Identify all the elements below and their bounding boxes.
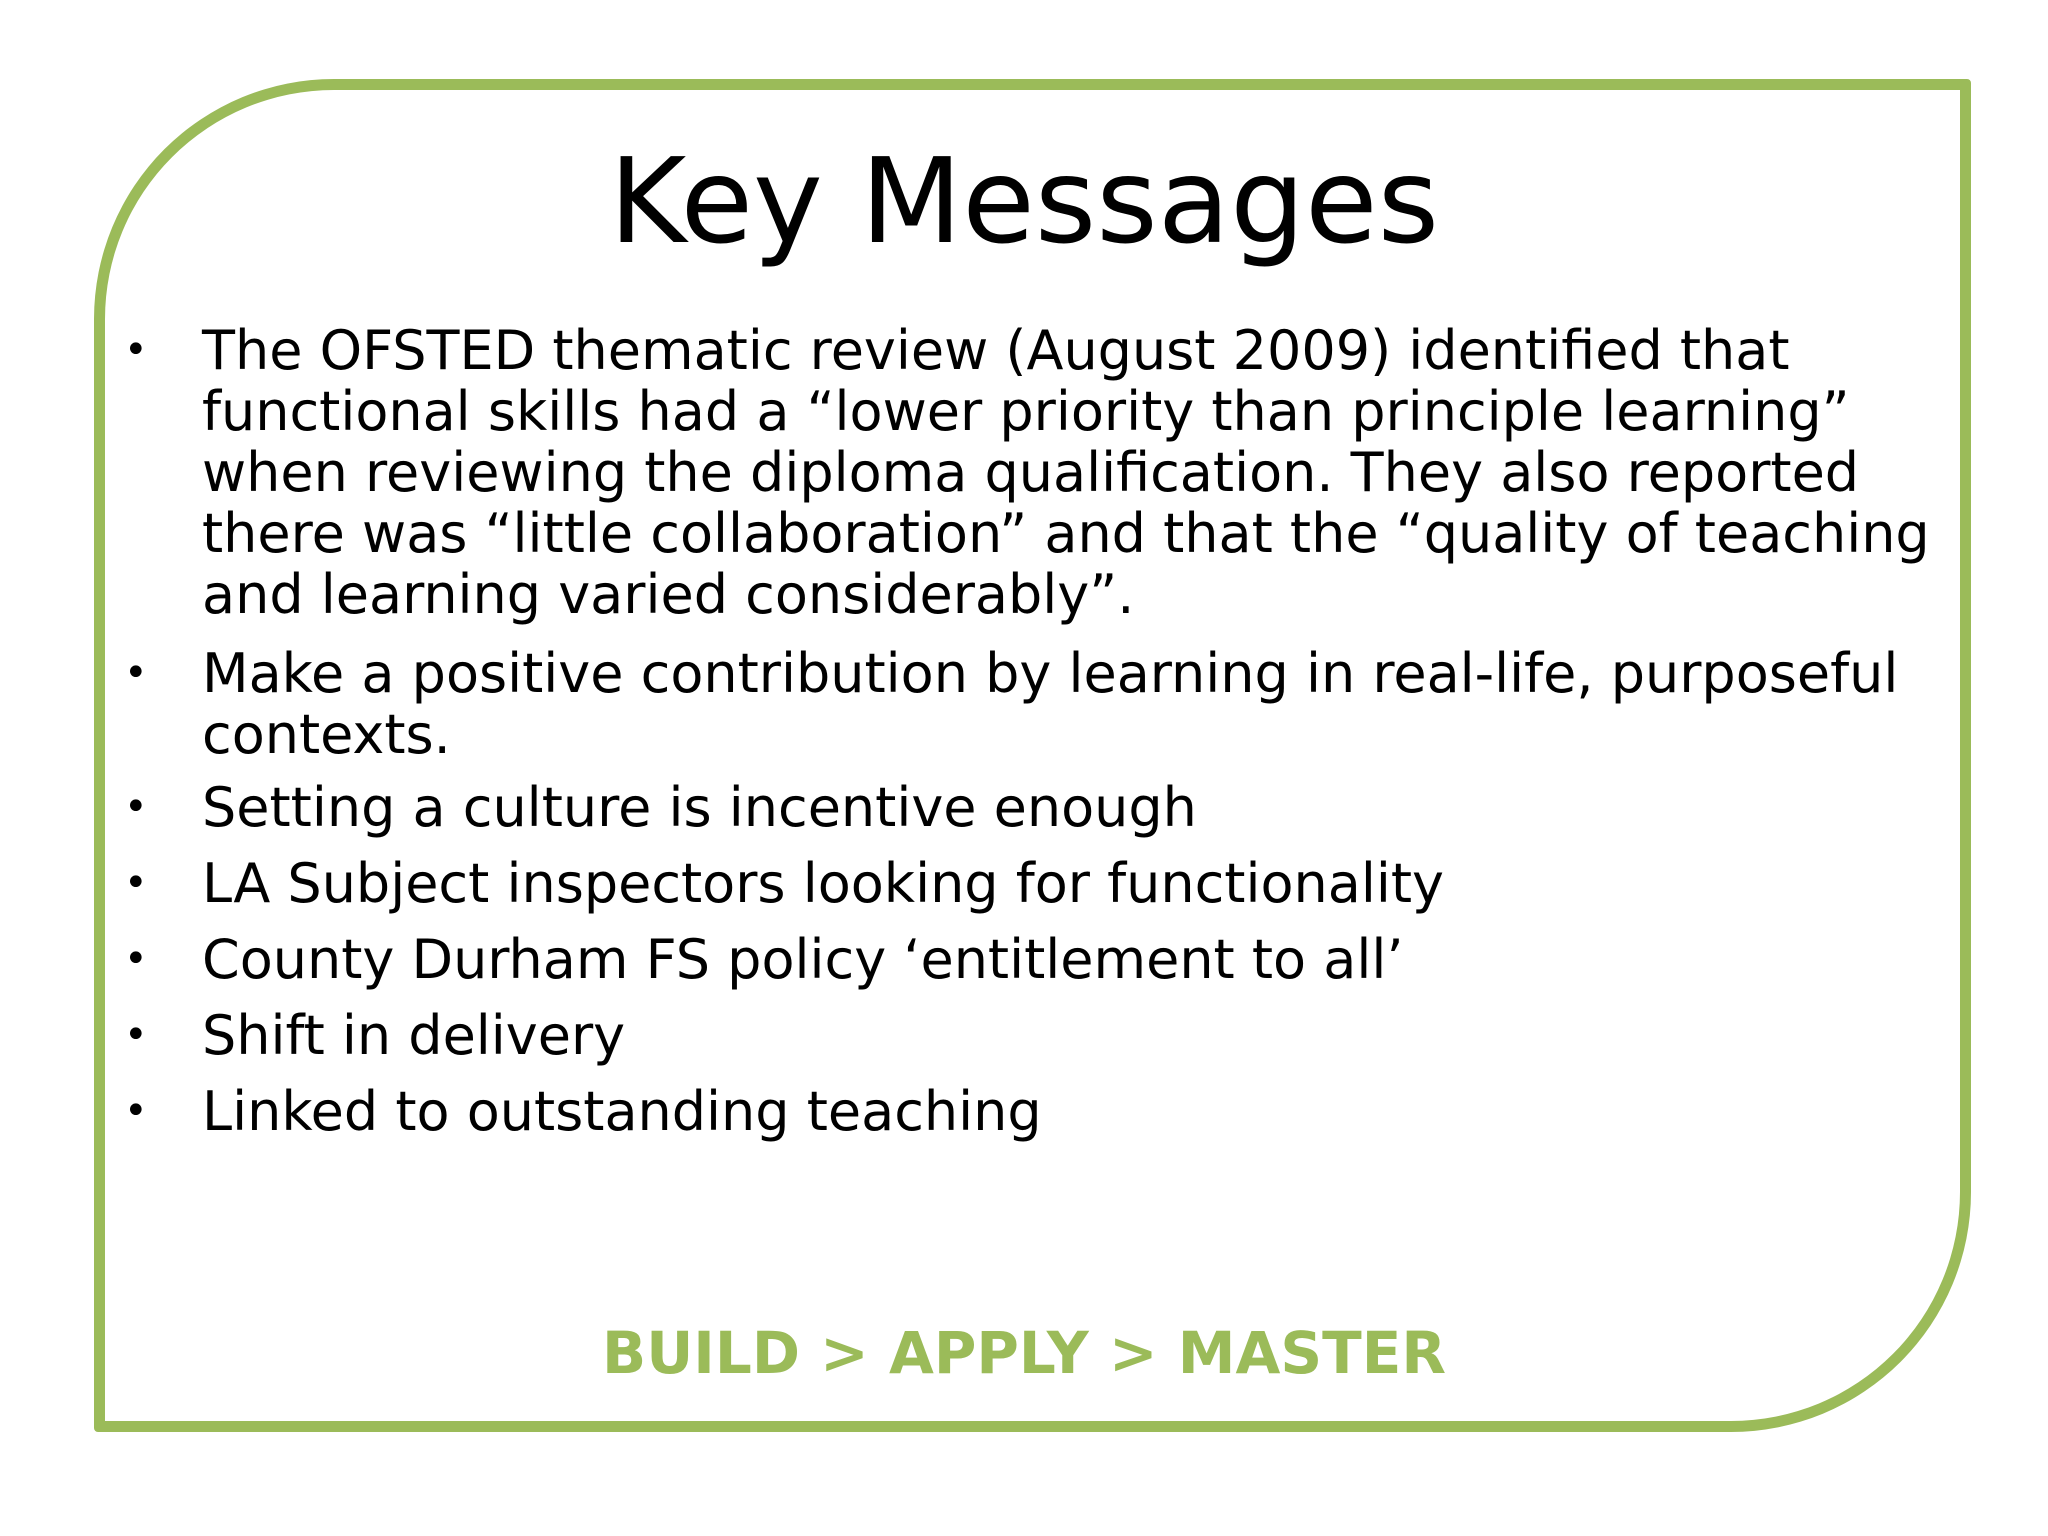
bullet-text: Shift in delivery xyxy=(202,1004,626,1067)
bullet-icon: • xyxy=(124,1012,148,1058)
slide-title: Key Messages xyxy=(608,132,1440,270)
bullet-text: Setting a culture is incentive enough xyxy=(202,776,1197,839)
bullet-icon: • xyxy=(124,1088,148,1134)
bullet-icon: • xyxy=(124,860,148,906)
bullet-text: Make a positive contribution by learning in real-life, purposeful contexts. xyxy=(202,642,1899,766)
slide-footer-tagline: BUILD > APPLY > MASTER xyxy=(601,1319,1446,1387)
bullet-icon: • xyxy=(124,650,148,696)
bullet-text: LA Subject inspectors looking for functionality xyxy=(202,852,1444,915)
bullet-item xyxy=(124,1005,1954,1066)
bullet-text: The OFSTED thematic review (August 2009) identified that functional skills had a “lower priority than principle learning” when reviewing the diploma qualification. They also reported there was “little collaboration” and that the “quality of teaching and learning varied considerably”. xyxy=(202,319,1930,626)
bullet-item xyxy=(124,1081,1954,1142)
bullet-item xyxy=(124,320,1954,625)
bullet-text: Linked to outstanding teaching xyxy=(202,1080,1042,1143)
bullet-icon: • xyxy=(124,936,148,982)
bullet-item xyxy=(124,853,1954,914)
bullet-icon: • xyxy=(124,327,148,373)
bullet-text: County Durham FS policy ‘entitlement to all’ xyxy=(202,928,1404,991)
bullet-item xyxy=(124,929,1954,990)
bullet-list xyxy=(124,320,1954,1157)
bullet-item xyxy=(124,643,1954,765)
bullet-icon: • xyxy=(124,784,148,830)
bullet-item xyxy=(124,777,1954,838)
